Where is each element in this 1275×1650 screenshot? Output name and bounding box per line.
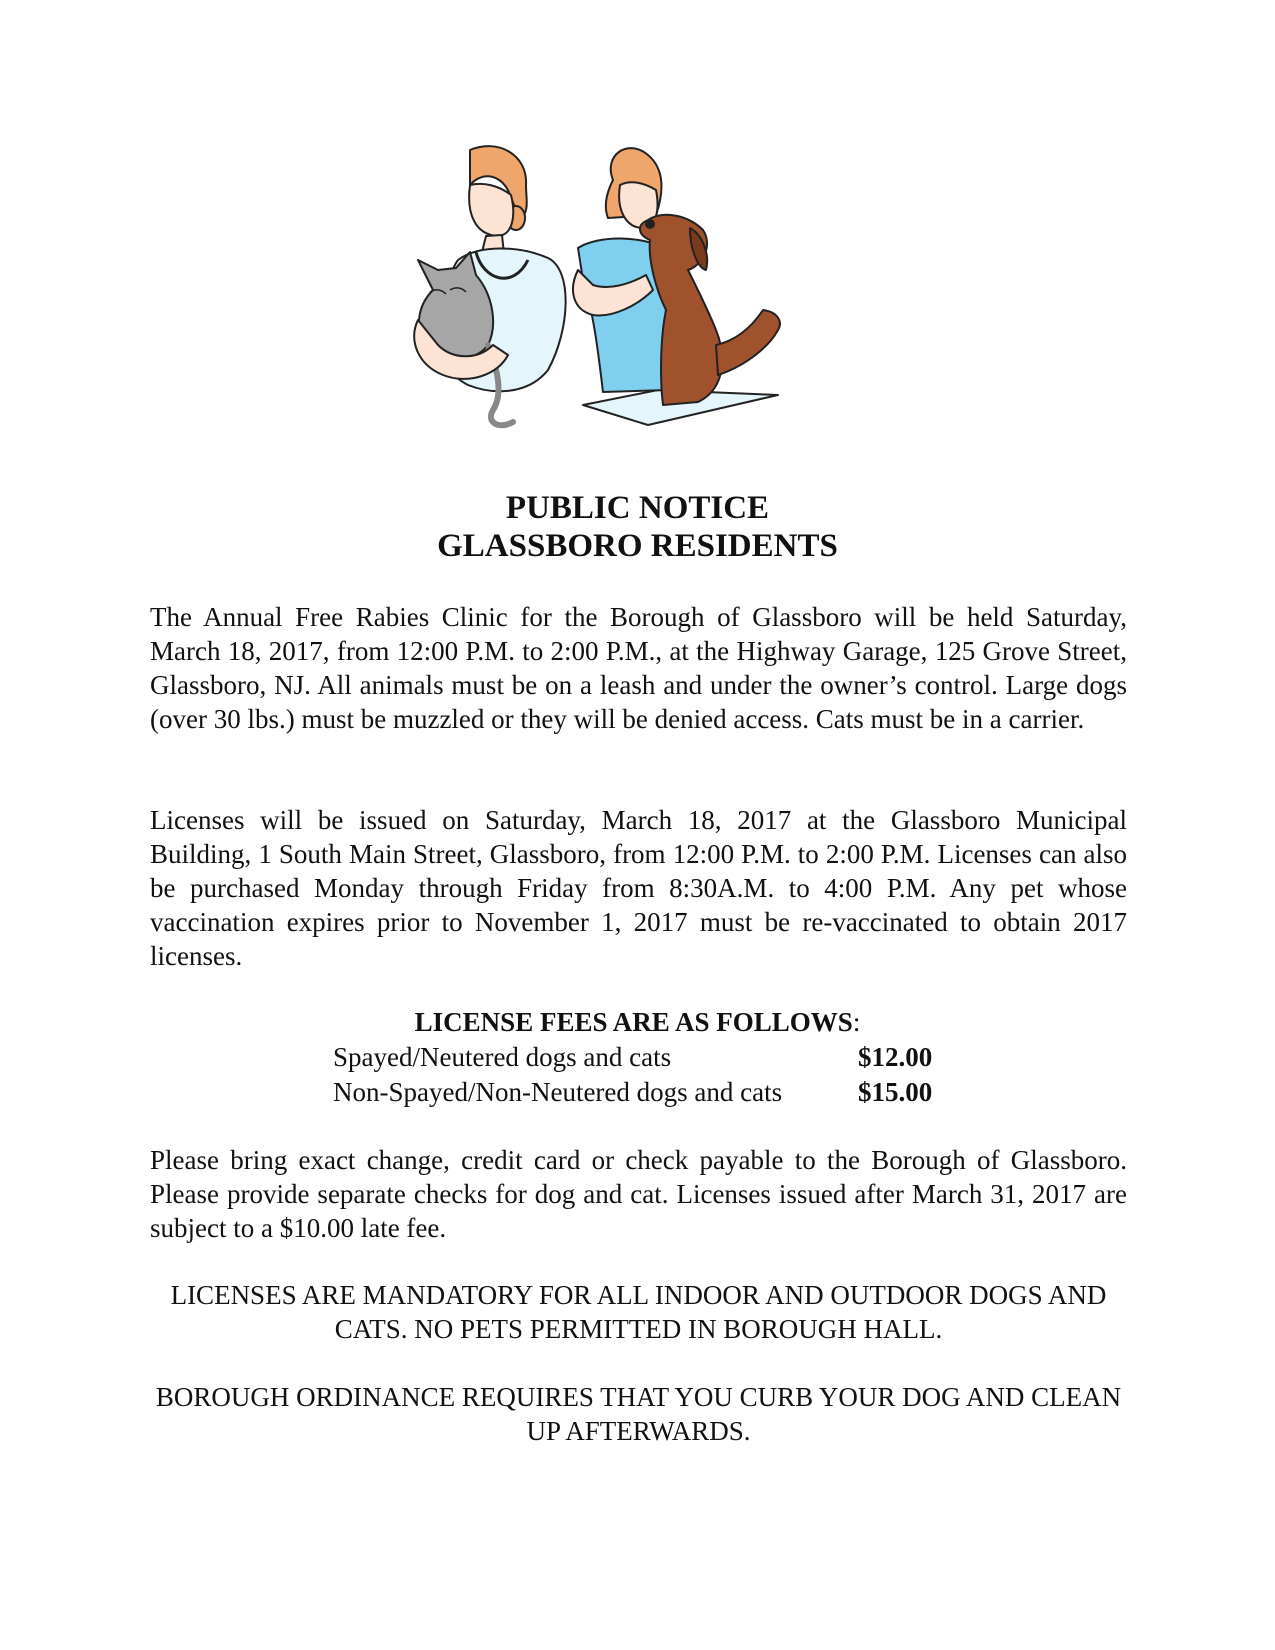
curb-your-dog-notice: BOROUGH ORDINANCE REQUIRES THAT YOU CURB YOUR DOG AND CLEAN UP AFTERWARDS. — [155, 1382, 1122, 1446]
fees-heading-colon: : — [852, 1007, 861, 1037]
fees-heading-text: LICENSE FEES ARE AS FOLLOWS — [414, 1007, 853, 1037]
clinic-paragraph: The Annual Free Rabies Clinic for the Borough of Glassboro will be held Saturday, March 18, 2017, from 12:00 P.M. to 2:00 P.M., at the Highway Garage, 125 Grove Street, Glassboro, NJ. All animals must be on a leash and under the owner’s control. Large dogs (over 30 lbs.) must be muzzled or they will be denied access. Cats must be in a carrier. — [150, 602, 1127, 734]
fee-amount: $12.00 — [858, 1042, 933, 1072]
fee-label: Non-Spayed/Non-Neutered dogs and cats — [333, 1077, 783, 1107]
vet-hugging-dog-icon — [573, 148, 780, 425]
vet-holding-cat-icon — [414, 146, 565, 425]
veterinarian-illustration-icon — [398, 140, 828, 450]
licenses-paragraph: Licenses will be issued on Saturday, March 18, 2017 at the Glassboro Municipal Building, 1 South Main Street, Glassboro, from 12:00 P.M. to 2:00 P.M. Licenses can also be purchased Monday through Friday from 8:30A.M. to 4:00 P.M. Any pet whose vaccination expires prior to November 1, 2017 must be re-vaccinated to obtain 2017 licenses. — [150, 805, 1127, 971]
notice-subtitle: GLASSBORO RESIDENTS — [437, 528, 838, 564]
mandatory-licenses-notice: LICENSES ARE MANDATORY FOR ALL INDOOR AND OUTDOOR DOGS AND CATS. NO PETS PERMITTED IN BOROUGH HALL. — [170, 1280, 1107, 1344]
notice-title: PUBLIC NOTICE — [505, 490, 770, 526]
fee-amount: $15.00 — [858, 1077, 933, 1107]
payment-paragraph: Please bring exact change, credit card or check payable to the Borough of Glassboro. Please provide separate checks for dog and cat. Licenses issued after March 31, 2017 are subject to a $10.00 late fee. — [150, 1145, 1127, 1243]
fees-heading — [0, 1005, 1275, 1039]
fee-label: Spayed/Neutered dogs and cats — [333, 1042, 672, 1072]
